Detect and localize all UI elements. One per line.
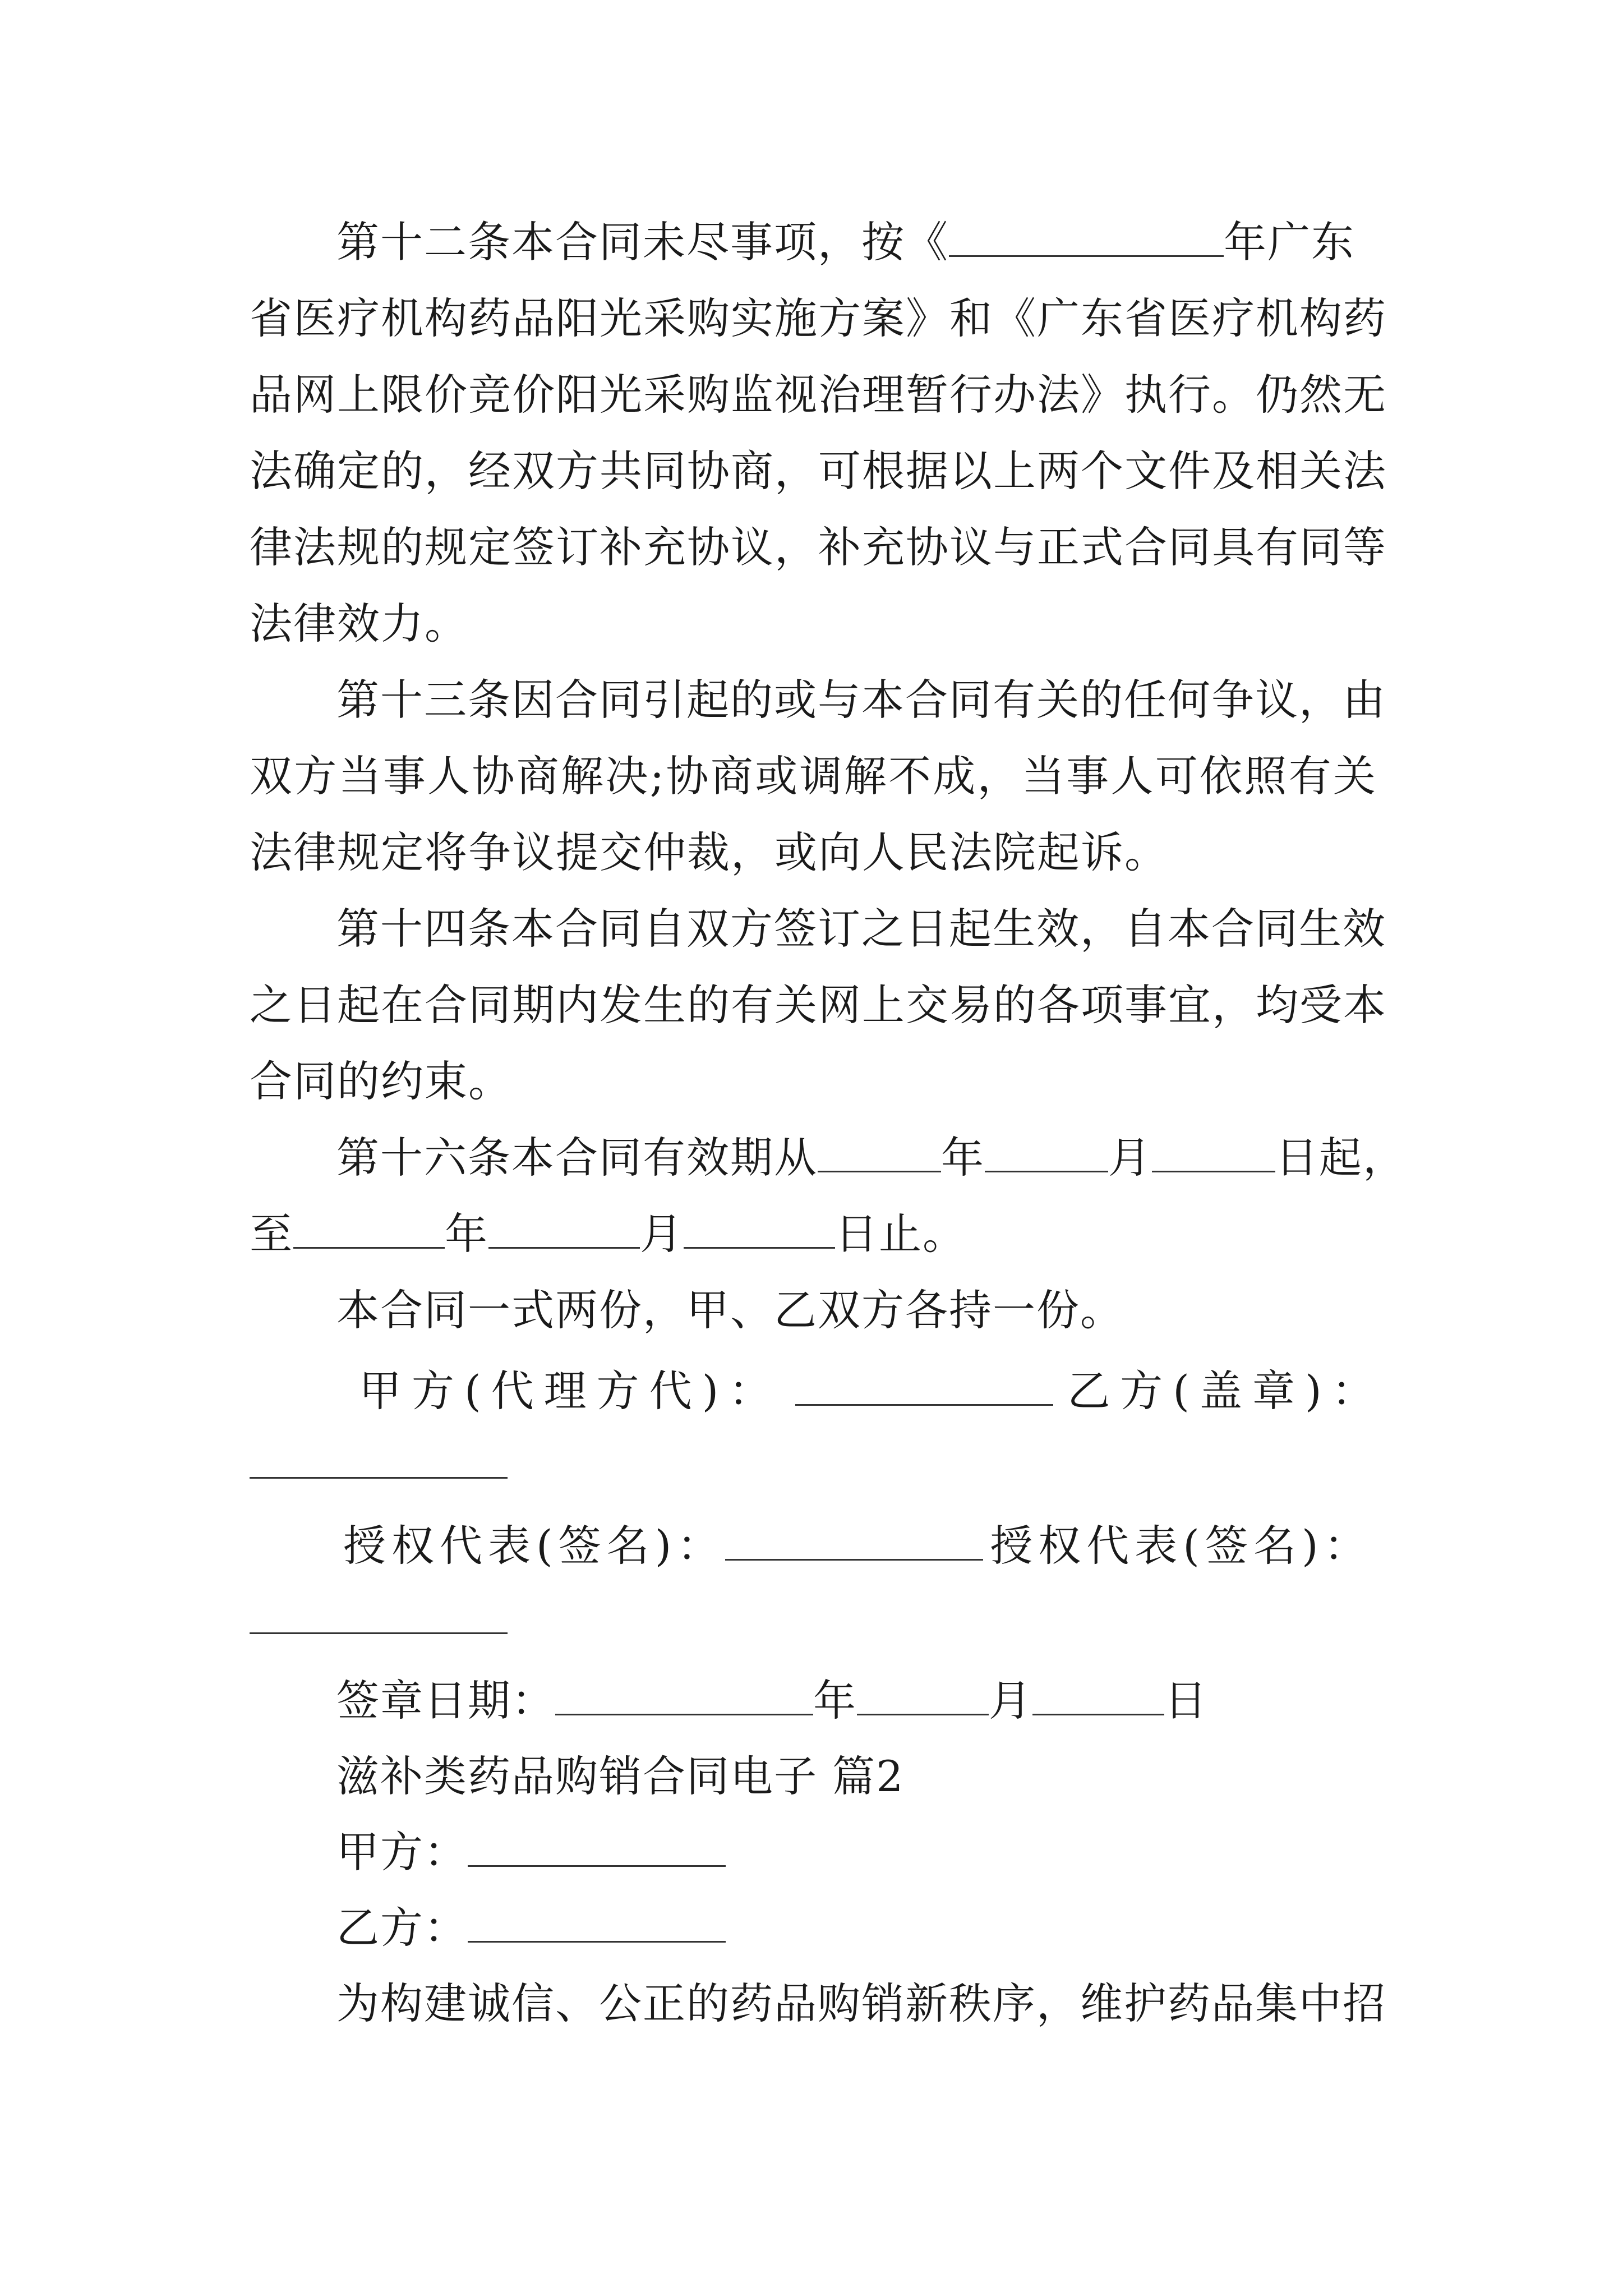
party-a-blank: [795, 1400, 1053, 1406]
article-14-line-1: 第十四条本合同自双方签订之日起生效，自本合同生效: [336, 904, 1386, 954]
article-12-text: 第十二条本合同未尽事项，按《: [336, 217, 949, 267]
article-13-line-2: 双方当事人协商解决;协商或调解不成，当事人可依照有关: [250, 751, 1377, 801]
blank-end-day: [684, 1243, 835, 1249]
year-label: 年: [445, 1209, 488, 1259]
article-13-line-3: 法律规定将争议提交仲裁，或向人民法院起诉。: [250, 827, 1168, 877]
blank-sign-month: [857, 1709, 989, 1715]
rep-b-label: 授权代表(签名)：: [990, 1521, 1372, 1571]
article-12-line-4: 法确定的，经双方共同协商，可根据以上两个文件及相关法: [250, 446, 1387, 496]
article-12-line-5: 律法规的规定签订补充协议，补充协议与正式合同具有同等: [250, 522, 1387, 572]
blank-sign-day: [1032, 1709, 1164, 1715]
section-2-intro: 为构建诚信、公正的药品购销新秩序，维护药品集中招: [336, 1978, 1386, 2028]
party-b-label: 乙方(盖章)：: [1067, 1366, 1385, 1416]
blank-end-year: [293, 1243, 445, 1249]
article-13-line-1: 第十三条因合同引起的或与本合同有关的任何争议，由: [336, 675, 1386, 725]
rep-b-blank: [250, 1632, 508, 1634]
party-b-blank: [250, 1477, 508, 1479]
party-b-blank: [468, 1936, 726, 1943]
article-12-text-cont: 年广东: [1224, 217, 1355, 267]
party-a-label: 甲方(代理方代)：: [359, 1366, 782, 1416]
signature-reps-line: [343, 1518, 1377, 1574]
section-2-party-b: [336, 1900, 1377, 1956]
year-label: 年: [813, 1676, 857, 1726]
sign-date-label: 签章日期：: [336, 1676, 555, 1726]
article-12-line-6: 法律效力。: [250, 599, 468, 648]
blank-year-field: [949, 251, 1224, 257]
year-label: 年: [941, 1133, 985, 1182]
article-16-end: 日止。: [835, 1209, 966, 1259]
copies-clause: 本合同一式两份，甲、乙双方各持一份。: [336, 1285, 1124, 1335]
party-b-label: 乙方：: [336, 1903, 468, 1953]
party-a-blank: [468, 1861, 726, 1867]
section-2-title: 滋补类药品购销合同电子 篇2: [336, 1751, 905, 1801]
sign-date-line: [336, 1673, 1377, 1729]
article-16-text-cont: 日起，: [1275, 1133, 1407, 1182]
article-12-line-3: 品网上限价竞价阳光采购监视治理暂行办法》执行。仍然无: [250, 370, 1387, 420]
article-16-to: 至: [250, 1209, 293, 1259]
signature-parties-line: [359, 1363, 1385, 1419]
blank-end-month: [488, 1243, 640, 1249]
article-14-line-3: 合同的约束。: [250, 1056, 512, 1106]
article-12-line-2: 省医疗机构药品阳光采购实施方案》和《广东省医疗机构药: [250, 293, 1387, 343]
month-label: 月: [1108, 1133, 1152, 1182]
month-label: 月: [989, 1676, 1032, 1726]
article-16-line-2: [250, 1206, 1377, 1262]
article-14-line-2: 之日起在合同期内发生的有关网上交易的各项事宜，均受本: [250, 980, 1387, 1030]
article-16-text: 第十六条本合同有效期从: [336, 1133, 818, 1182]
section-2-party-a: [336, 1824, 1377, 1880]
blank-start-year: [818, 1166, 941, 1172]
party-a-label: 甲方：: [336, 1827, 468, 1877]
article-12-line-1: [336, 214, 1377, 270]
article-16-line-1: [336, 1130, 1407, 1186]
day-label: 日: [1164, 1676, 1208, 1726]
rep-a-blank: [725, 1554, 983, 1561]
month-label: 月: [640, 1209, 684, 1259]
rep-a-label: 授权代表(签名)：: [343, 1521, 726, 1571]
blank-sign-year: [555, 1709, 813, 1715]
blank-start-day: [1152, 1166, 1275, 1172]
blank-start-month: [985, 1166, 1108, 1172]
